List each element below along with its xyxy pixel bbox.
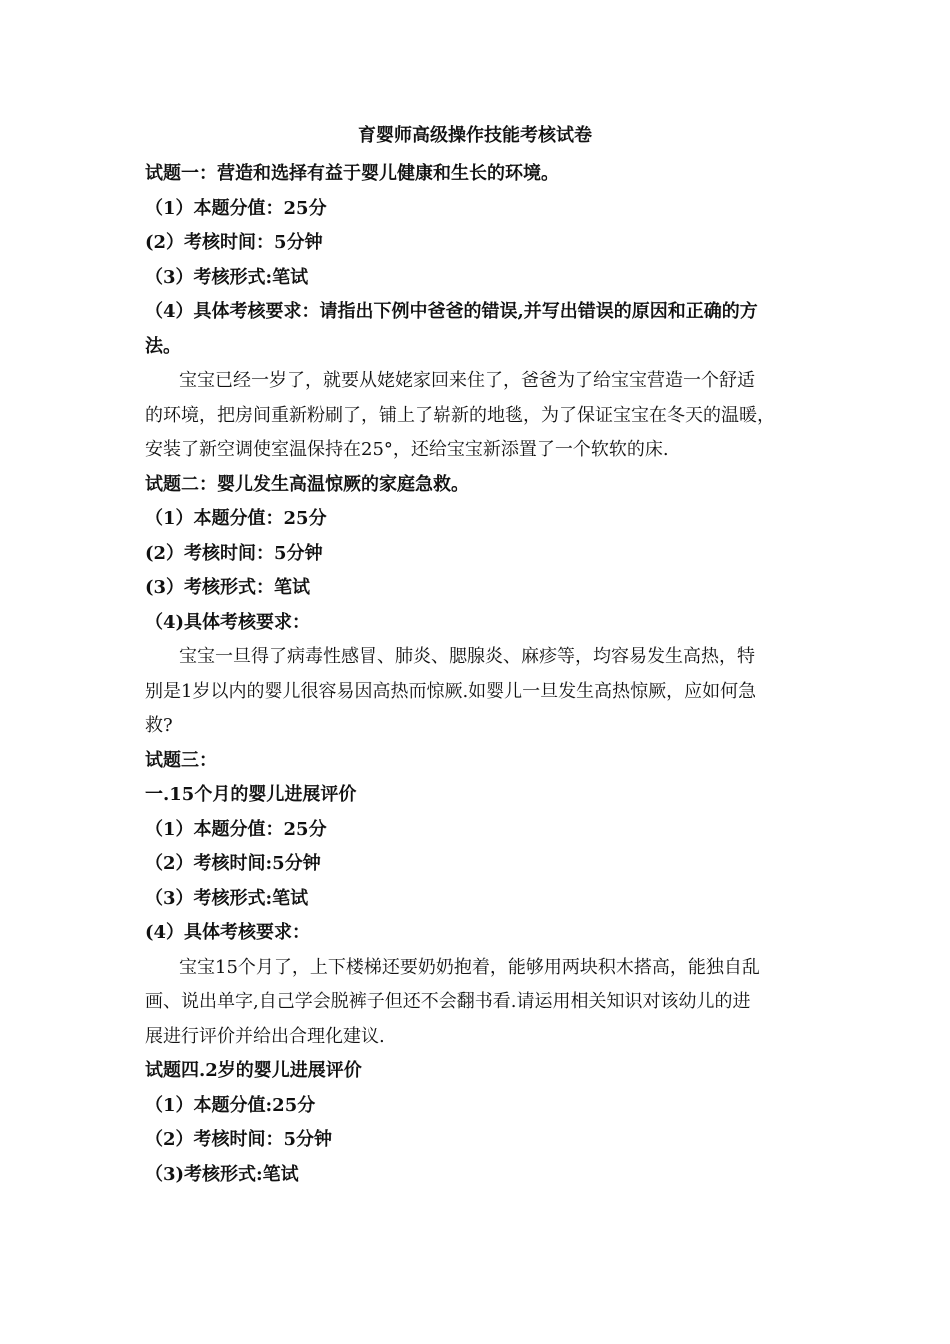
question-2-heading: 试题二：婴儿发生高温惊厥的家庭急救。 (145, 473, 469, 495)
question-2 (145, 468, 810, 744)
question-4-time: （2）考核时间：5分钟 (145, 1129, 333, 1150)
question-2-body-line-3: 救? (145, 715, 173, 736)
document-title: 育婴师高级操作技能考核试卷 (358, 125, 592, 146)
question-4 (145, 1054, 810, 1192)
question-1-body-line-2: 的环境，把房间重新粉刷了，铺上了崭新的地毯，为了保证宝宝在冬天的温暖， (145, 404, 775, 426)
question-3-sub-heading: 一.15个月的婴儿进展评价 (145, 784, 357, 805)
question-1-time: (2）考核时间：5分钟 (145, 232, 323, 253)
question-2-requirement: （4)具体考核要求： (145, 611, 311, 633)
question-1-body-line-1: 宝宝已经一岁了，就要从姥姥家回来住了，爸爸为了给宝宝营造一个舒适 (179, 370, 755, 391)
question-2-form: (3）考核形式：笔试 (145, 577, 311, 598)
question-3-score: （1）本题分值：25分 (145, 818, 327, 840)
question-1-requirement-cont: 法。 (145, 335, 181, 357)
question-2-body-line-2: 别是1岁以内的婴儿很容易因高热而惊厥.如婴儿一旦发生高热惊厥，应如何急 (145, 680, 757, 702)
question-1-requirement: （4）具体考核要求：请指出下例中爸爸的错误,并写出错误的原因和正确的方 (145, 301, 758, 322)
question-3-body-line-3: 展进行评价并给出合理化建议. (145, 1025, 385, 1047)
question-3-body-line-1: 宝宝15个月了，上下楼梯还要奶奶抱着，能够用两块积木搭高，能独自乱 (179, 956, 760, 978)
question-3-requirement: (4）具体考核要求： (145, 922, 311, 943)
question-3-body-line-2: 画、说出单字,自己学会脱裤子但还不会翻书看.请运用相关知识对该幼儿的进 (145, 991, 751, 1012)
question-3-heading: 试题三： (145, 749, 217, 771)
question-1-body-line-3: 安装了新空调使室温保持在25°，还给宝宝新添置了一个软软的床. (145, 439, 669, 460)
question-1-heading: 试题一：营造和选择有益于婴儿健康和生长的环境。 (145, 163, 559, 184)
question-2-score: （1）本题分值：25分 (145, 508, 327, 529)
question-3 (145, 744, 810, 1055)
question-1-form: （3）考核形式:笔试 (145, 266, 309, 288)
question-4-score: （1）本题分值:25分 (145, 1094, 316, 1116)
question-4-form: （3)考核形式:笔试 (145, 1163, 299, 1185)
question-4-heading: 试题四.2岁的婴儿进展评价 (145, 1060, 362, 1081)
question-3-form: （3）考核形式:笔试 (145, 887, 309, 909)
question-1-score: （1）本题分值：25分 (145, 197, 327, 219)
document-body (145, 157, 810, 1192)
question-3-time: （2）考核时间:5分钟 (145, 853, 321, 874)
question-2-body-line-1: 宝宝一旦得了病毒性感冒、肺炎、腮腺炎、麻疹等，均容易发生高热，特 (179, 646, 755, 667)
question-1 (145, 157, 810, 468)
question-2-time: (2）考核时间：5分钟 (145, 542, 323, 564)
